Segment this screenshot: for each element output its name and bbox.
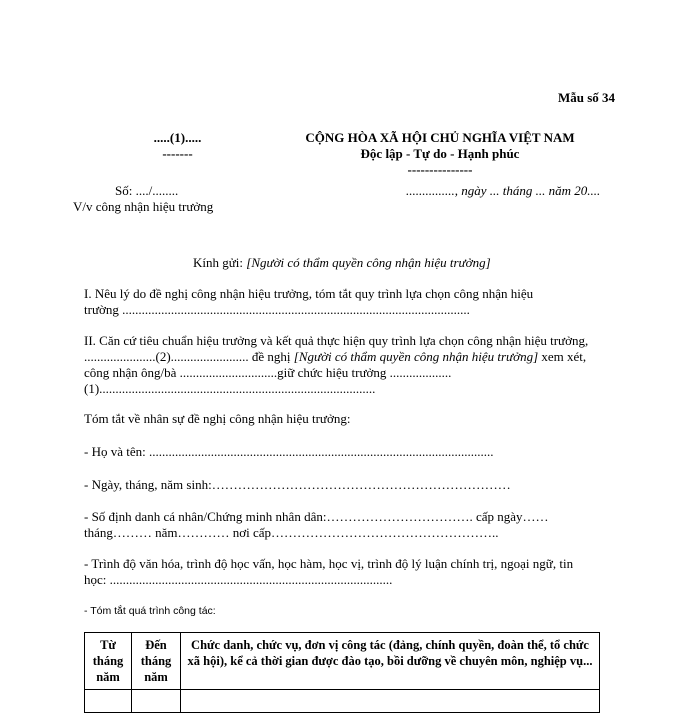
field-id-line2: tháng……… năm………… nơi cấp……………………………………………..: [84, 525, 499, 540]
form-number: Mẫu số 34: [558, 90, 616, 105]
section2-line1: II. Căn cứ tiêu chuẩn hiệu trưởng và kết quả thực hiện quy trình lựa chọn công nhận hiệu trưởng,: [84, 333, 589, 348]
table-cell[interactable]: [85, 690, 132, 713]
col-to-header: Đến tháng năm: [132, 633, 181, 690]
table-row: [85, 690, 600, 713]
work-summary-label: - Tóm tắt quá trình công tác:: [84, 605, 216, 617]
section2-line4: (1).....................................................................................: [84, 381, 376, 396]
field-education-line1: - Trình độ văn hóa, trình độ học vấn, học hàm, học vị, trình độ lý luận chính trị, ngoại ngữ, tin: [84, 556, 574, 571]
nation-motto: Độc lập - Tự do - Hạnh phúc: [360, 146, 520, 161]
section1-line1: I. Nêu lý do đề nghị công nhận hiệu trưởng, tóm tắt quy trình lựa chọn công nhận hiệu: [84, 286, 534, 301]
nation-title: CỘNG HÒA XÃ HỘI CHỦ NGHĨA VIỆT NAM: [305, 130, 575, 145]
table-header-row: [85, 633, 600, 690]
field-education-line2: học: .......................................................................................: [84, 572, 393, 587]
work-history-table: [84, 632, 600, 713]
section2-line2-end: xem xét,: [538, 349, 587, 364]
place-date: ..............., ngày ... tháng ... năm 20....: [406, 183, 601, 198]
table-cell[interactable]: [132, 690, 181, 713]
section2-line3: công nhận ông/bà ..............................giữ chức hiệu trưởng ...................: [84, 365, 452, 380]
section1-line2: trường ...........................................................................................................: [84, 302, 470, 317]
table-cell[interactable]: [181, 690, 600, 713]
col-position-header: Chức danh, chức vụ, đơn vị công tác (đảng, chính quyền, đoàn thể, tổ chức xã hội), kể cả thời gian được đào tạo, bồi dưỡng về chuyên môn, nghiệp vụ...: [181, 633, 600, 690]
field-date-of-birth: - Ngày, tháng, năm sinh:……………………………………………………………: [84, 477, 511, 492]
field-full-name: - Họ và tên: ..........................................................................................................: [84, 444, 494, 459]
recipient-prefix: Kính gửi:: [193, 255, 247, 270]
section2-line2: [84, 349, 586, 365]
recipient-name: [Người có thẩm quyền công nhận hiệu trưởng]: [246, 255, 491, 270]
recipient-line: [193, 255, 491, 271]
summary-title: Tóm tắt về nhân sự đề nghị công nhận hiệu trưởng:: [84, 411, 351, 426]
motto-divider: ---------------: [407, 162, 473, 177]
section2-line2-start: ......................(2)........................ đề nghị: [84, 349, 294, 364]
issuing-org-placeholder: .....(1).....: [153, 130, 202, 145]
document-number: Số: ..../........: [115, 183, 179, 198]
document-subject: V/v công nhận hiệu trưởng: [73, 199, 214, 214]
col-from-header: Từ tháng năm: [85, 633, 132, 690]
section2-authority: [Người có thẩm quyền công nhận hiệu trưởng]: [293, 349, 539, 364]
org-divider: -------: [162, 146, 193, 161]
field-id-line1: - Số định danh cá nhân/Chứng minh nhân dân:……………………………. cấp ngày……: [84, 509, 549, 524]
